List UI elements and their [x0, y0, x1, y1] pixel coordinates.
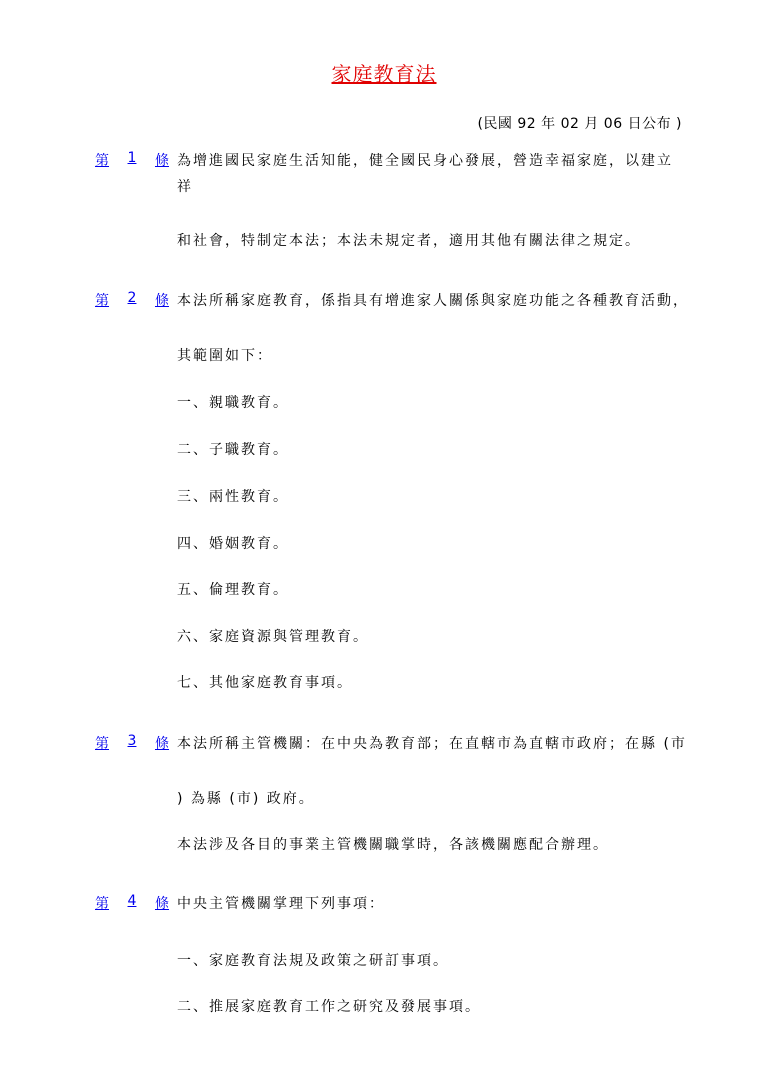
article-1-line: 祥 — [177, 179, 193, 195]
article-2-line: 二、子職教育。 — [177, 442, 289, 458]
article-4-line: 一、家庭教育法規及政策之研訂事項。 — [177, 953, 449, 969]
publish-date: (民國 92 年 02 月 06 日公布 ) — [477, 116, 682, 132]
article-3-line: 本法涉及各目的事業主管機關職掌時，各該機關應配合辦理。 — [177, 837, 609, 853]
article-2-line: 三、兩性教育。 — [177, 489, 289, 505]
article-1-line: 為增進國民家庭生活知能，健全國民身心發展，營造幸福家庭，以建立 — [177, 153, 673, 169]
article-2-line: 六、家庭資源與管理教育。 — [177, 629, 369, 645]
article-4-line: 二、推展家庭教育工作之研究及發展事項。 — [177, 999, 481, 1015]
article-4-line: 中央主管機關掌理下列事項： — [177, 896, 385, 912]
article-2-link[interactable]: 第 2 條 — [95, 290, 169, 309]
article-3-link[interactable]: 第 3 條 — [95, 733, 169, 752]
article-2-line: 五、倫理教育。 — [177, 582, 289, 598]
document-title: 家庭教育法 — [331, 62, 437, 86]
article-1-line: 和社會，特制定本法；本法未規定者，適用其他有關法律之規定。 — [177, 233, 641, 249]
article-2-line: 四、婚姻教育。 — [177, 536, 289, 552]
article-2-line: 一、親職教育。 — [177, 395, 289, 411]
article-2-line: 本法所稱家庭教育，係指具有增進家人關係與家庭功能之各種教育活動， — [177, 293, 689, 309]
article-3-line: ) 為縣 (市) 政府。 — [177, 791, 315, 807]
article-2-line: 其範圍如下： — [177, 348, 273, 364]
article-1-link[interactable]: 第 1 條 — [95, 150, 169, 169]
article-2-line: 七、其他家庭教育事項。 — [177, 675, 353, 691]
article-4-link[interactable]: 第 4 條 — [95, 893, 169, 912]
article-3-line: 本法所稱主管機關：在中央為教育部；在直轄市為直轄市政府；在縣 (市 — [177, 736, 687, 752]
